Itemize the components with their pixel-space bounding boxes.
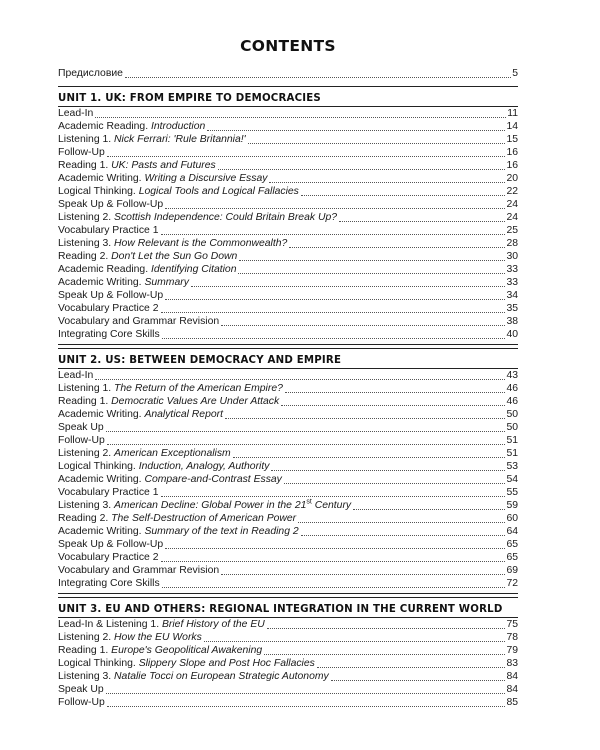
toc-entry[interactable] [58, 447, 518, 460]
toc-entry-title: Analytical Report [144, 409, 223, 420]
page-title: CONTENTS [240, 37, 336, 55]
dot-leader [125, 77, 511, 78]
dot-leader [107, 444, 506, 445]
dot-leader [267, 628, 506, 629]
toc-entry-prefix: Lead-In [58, 370, 94, 381]
toc-entry-title: Brief History of the EU [161, 619, 265, 630]
toc-entry-label [58, 264, 236, 276]
toc-entry[interactable] [58, 486, 518, 499]
dot-leader [271, 470, 505, 471]
toc-entry-prefix: Academic Writing. [58, 173, 145, 184]
dot-leader [285, 392, 506, 393]
toc-entry-title: American Decline: Global Power in the 21 [114, 500, 307, 511]
toc-entry-label [58, 565, 219, 577]
toc-entry-title: The Self-Destruction of American Power [111, 513, 297, 524]
toc-entry-label [58, 383, 283, 395]
toc-entry-prefix: Follow-Up [58, 697, 105, 708]
dot-leader [298, 522, 505, 523]
toc-entry[interactable] [58, 538, 518, 551]
toc-entry-label [58, 147, 105, 159]
toc-entry-label [58, 539, 163, 551]
toc-entry-prefix: Listening 3. [58, 671, 115, 682]
unit-heading: UNIT 3. EU AND OTHERS: REGIONAL INTEGRATION IN THE CURRENT WORLD [58, 604, 503, 615]
dot-leader [161, 312, 506, 313]
toc-entry-prefix: Logical Thinking. [58, 461, 139, 472]
toc-entry[interactable] [58, 460, 518, 473]
toc-entry-prefix: Lead-In & Listening 1. [58, 619, 162, 630]
toc-entry[interactable] [58, 211, 518, 224]
toc-page-number: 15 [506, 134, 518, 145]
dot-leader [218, 169, 506, 170]
toc-entry-prefix: Academic Writing. [58, 474, 145, 485]
toc-entry-label [58, 290, 163, 302]
toc-page-number: 34 [506, 290, 518, 301]
toc-entry-label [58, 121, 205, 133]
toc-entry-title: Compare-and-Contrast Essay [144, 474, 282, 485]
dot-leader [95, 379, 505, 380]
toc-page-number: 84 [506, 671, 518, 682]
dot-leader [191, 286, 506, 287]
toc-entry-prefix: Speak Up & Follow-Up [58, 290, 164, 301]
toc-page-number: 38 [506, 316, 518, 327]
dot-leader [238, 273, 505, 274]
dot-leader [301, 195, 506, 196]
toc-page-number: 79 [506, 645, 518, 656]
toc-entry-prefix: Integrating Core Skills [58, 578, 160, 589]
toc-entry-prefix: Lead-In [58, 108, 94, 119]
toc-entry-prefix: Listening 3. [58, 238, 115, 249]
dot-leader [239, 260, 505, 261]
dot-leader [161, 496, 506, 497]
toc-entry-prefix: Vocabulary Practice 2 [58, 552, 159, 563]
toc-entry-title: Nick Ferrari: 'Rule Britannia!' [114, 134, 246, 145]
toc-entry-prefix: Listening 1. [58, 383, 115, 394]
toc-entry-label [58, 500, 351, 512]
toc-entry-label [58, 435, 105, 447]
toc-page-number: 65 [506, 552, 518, 563]
toc-entry-prefix: Academic Reading. [58, 121, 151, 132]
toc-entry[interactable] [58, 133, 518, 146]
toc-page-number: 55 [506, 487, 518, 498]
dot-leader [221, 325, 505, 326]
toc-entry[interactable] [58, 224, 518, 237]
toc-entry[interactable] [58, 683, 518, 696]
toc-entry-prefix: Reading 1. [58, 396, 112, 407]
toc-entry-label [58, 632, 202, 644]
dot-leader [301, 535, 506, 536]
toc-entry-title: How the EU Works [114, 632, 202, 643]
toc-entry-label [58, 513, 296, 525]
toc-entry-label [58, 199, 163, 211]
dot-leader [225, 418, 505, 419]
dot-leader [161, 234, 506, 235]
dot-leader [284, 483, 506, 484]
toc-entry-title: Slippery Slope and Post Hoc Fallacies [138, 658, 315, 669]
dot-leader [106, 693, 506, 694]
toc-entry-label [58, 251, 237, 263]
toc-entry-label [58, 448, 231, 460]
toc-entry-label [58, 526, 299, 538]
toc-entry-label [58, 645, 262, 657]
toc-entry-label [58, 487, 159, 499]
toc-entry-prefix: Reading 2. [58, 251, 112, 262]
dot-leader [165, 299, 505, 300]
toc-entry-prefix: Speak Up [58, 684, 104, 695]
toc-page-number: 11 [507, 108, 518, 119]
rule-bottom [58, 344, 518, 345]
toc-entry[interactable] [58, 395, 518, 408]
toc-entry-label [58, 186, 299, 198]
toc-entry-prefix: Vocabulary and Grammar Revision [58, 565, 220, 576]
toc-entry-label [58, 671, 329, 683]
dot-leader [161, 561, 506, 562]
preface-block [58, 67, 518, 80]
toc-entry[interactable] [58, 512, 518, 525]
toc-entry[interactable] [58, 276, 518, 289]
dot-leader [165, 208, 505, 209]
toc-entry[interactable] [58, 315, 518, 328]
dot-leader [106, 431, 506, 432]
toc-entry-title: Natalie Tocci on European Strategic Autonomy [114, 671, 329, 682]
toc-entry-label [58, 329, 160, 341]
toc-entry[interactable] [58, 146, 518, 159]
toc-entry-title: Writing a Discursive Essay [144, 173, 268, 184]
dot-leader [233, 457, 506, 458]
toc-entry-label [58, 461, 269, 473]
toc-entry[interactable] [58, 198, 518, 211]
toc-entry-prefix: Listening 2. [58, 212, 115, 223]
toc-entry-title: Scottish Independence: Could Britain Break Up? [114, 212, 338, 223]
toc-entry-label [58, 160, 216, 172]
toc-entry-label [58, 578, 160, 590]
toc-entry-prefix: Listening 2. [58, 448, 115, 459]
toc-page-number: 16 [506, 160, 518, 171]
toc-entry-title: Summary [144, 277, 189, 288]
toc-page-number: 64 [506, 526, 518, 537]
toc-page-number: 69 [506, 565, 518, 576]
units-container [58, 86, 518, 709]
toc-entry[interactable] [58, 670, 518, 683]
toc-entry-title: The Return of the American Empire? [114, 383, 283, 394]
toc-entry[interactable] [58, 328, 518, 341]
toc-page-number: 75 [506, 619, 518, 630]
toc-entry-prefix: Reading 2. [58, 513, 112, 524]
unit-heading: UNIT 2. US: BETWEEN DEMOCRACY AND EMPIRE [58, 355, 342, 366]
toc-entry-prefix: Speak Up & Follow-Up [58, 199, 164, 210]
toc-page-number: 22 [506, 186, 518, 197]
toc-page-number: 35 [506, 303, 518, 314]
dot-leader [207, 130, 505, 131]
toc-page-number: 53 [506, 461, 518, 472]
toc-entry-title: UK: Pasts and Futures [111, 160, 216, 171]
toc-entry[interactable] [58, 408, 518, 421]
toc-page-number: 59 [506, 500, 518, 511]
toc-entry-prefix: Academic Writing. [58, 409, 145, 420]
toc-page-number: 5 [512, 68, 518, 79]
toc-entry-label [58, 238, 287, 250]
toc-page-number: 51 [506, 435, 518, 446]
toc-entry-label [58, 684, 104, 696]
toc-entry[interactable] [58, 369, 518, 382]
toc-page-number: 20 [506, 173, 518, 184]
toc-entry-prefix: Academic Writing. [58, 526, 145, 537]
toc-entry[interactable] [58, 644, 518, 657]
toc-entry[interactable] [58, 551, 518, 564]
toc-entry-prefix: Academic Writing. [58, 277, 145, 288]
toc-entry-title: Don't Let the Sun Go Down [111, 251, 238, 262]
toc-entry-prefix: Vocabulary Practice 1 [58, 225, 159, 236]
toc-entry-label [58, 173, 267, 185]
toc-entry-prefix: Reading 1. [58, 645, 112, 656]
toc-entry[interactable] [58, 382, 518, 395]
toc-entry[interactable] [58, 289, 518, 302]
toc-entry-title: Induction, Analogy, Authority [138, 461, 270, 472]
toc-entry-title: American Exceptionalism [114, 448, 231, 459]
toc-entry-label [58, 409, 223, 421]
toc-page-number: 60 [506, 513, 518, 524]
toc-entry-label [58, 619, 265, 631]
toc-entry-label [58, 658, 315, 670]
toc-page-number: 33 [506, 277, 518, 288]
toc-page-number: 24 [506, 199, 518, 210]
toc-entry[interactable] [58, 618, 518, 631]
toc-entry-label [58, 277, 189, 289]
dot-leader [162, 587, 506, 588]
dot-leader [107, 156, 506, 157]
dot-leader [165, 548, 505, 549]
toc-entry-prefix: Academic Reading. [58, 264, 151, 275]
toc-entry[interactable] [58, 696, 518, 709]
toc-entry-prefix: Speak Up [58, 422, 104, 433]
dot-leader [95, 117, 506, 118]
dot-leader [221, 574, 505, 575]
toc-page-number: 78 [506, 632, 518, 643]
toc-entry[interactable] [58, 499, 518, 512]
dot-leader [269, 182, 505, 183]
toc-entry-prefix: Reading 1. [58, 160, 112, 171]
toc-entry[interactable] [58, 525, 518, 538]
toc-page-number: 54 [506, 474, 518, 485]
toc-entry-label [58, 552, 159, 564]
toc-entry[interactable] [58, 237, 518, 250]
toc-entry[interactable] [58, 657, 518, 670]
toc-page-number: 14 [506, 121, 518, 132]
toc-page-number: 50 [506, 422, 518, 433]
toc-page-number: 46 [506, 383, 518, 394]
toc-page-number: 24 [506, 212, 518, 223]
toc-entry[interactable] [58, 577, 518, 590]
toc-entry-title: Introduction [151, 121, 206, 132]
toc-entry-title: Logical Tools and Logical Fallacies [138, 186, 299, 197]
toc-page-number: 84 [506, 684, 518, 695]
toc-page-number: 30 [506, 251, 518, 262]
toc-entry[interactable] [58, 159, 518, 172]
toc-page-number: 43 [506, 370, 518, 381]
toc-entry[interactable] [58, 473, 518, 486]
toc-page-number: 33 [506, 264, 518, 275]
toc-entry-title: Democratic Values Are Under Attack [111, 396, 280, 407]
toc-entry[interactable] [58, 172, 518, 185]
toc-entry-prefix: Follow-Up [58, 147, 105, 158]
toc-entry-prefix: Logical Thinking. [58, 186, 139, 197]
toc-entry[interactable] [58, 263, 518, 276]
toc-entry-title-cont: Century [311, 500, 352, 511]
toc-page-number: 65 [506, 539, 518, 550]
toc-entry-title: How Relevant is the Commonwealth? [114, 238, 288, 249]
toc-entry-prefix: Vocabulary Practice 2 [58, 303, 159, 314]
toc-entry-label [58, 225, 159, 237]
toc-entry-label: Предисловие [58, 68, 123, 79]
toc-entry-prefix: Speak Up & Follow-Up [58, 539, 164, 550]
toc-entry-prefix: Logical Thinking. [58, 658, 139, 669]
toc-entry-prefix: Listening 2. [58, 632, 115, 643]
toc-entry[interactable] [58, 631, 518, 644]
dot-leader [281, 405, 505, 406]
toc-page-number: 16 [506, 147, 518, 158]
toc-entry[interactable] [58, 107, 518, 120]
toc-page-number: 40 [506, 329, 518, 340]
toc-entry-label [58, 422, 104, 434]
rule-bottom [58, 593, 518, 594]
dot-leader [353, 509, 505, 510]
contents-page [58, 0, 518, 709]
toc-page-number: 85 [506, 697, 518, 708]
toc-entry-label [58, 316, 219, 328]
toc-page-number: 72 [506, 578, 518, 589]
toc-entry-prefix: Listening 3. [58, 500, 115, 511]
toc-entry-superscript: st [306, 498, 312, 506]
toc-page-number: 46 [506, 396, 518, 407]
unit-section [58, 348, 518, 594]
toc-entry[interactable] [58, 421, 518, 434]
toc-entry-label [58, 134, 246, 146]
dot-leader [317, 667, 506, 668]
dot-leader [107, 706, 506, 707]
toc-page-number: 28 [506, 238, 518, 249]
dot-leader [331, 680, 506, 681]
toc-entry[interactable] [58, 302, 518, 315]
toc-entry-label [58, 303, 159, 315]
toc-entry[interactable] [58, 434, 518, 447]
dot-leader [264, 654, 505, 655]
toc-entry-prefix: Integrating Core Skills [58, 329, 160, 340]
dot-leader [339, 221, 505, 222]
toc-entry-prefix: Listening 1. [58, 134, 115, 145]
toc-entry-label [58, 396, 279, 408]
dot-leader [248, 143, 506, 144]
toc-entry-label [58, 370, 93, 382]
toc-page-number: 25 [506, 225, 518, 236]
dot-leader [204, 641, 506, 642]
unit-section [58, 86, 518, 345]
toc-entry-prefix: Follow-Up [58, 435, 105, 446]
toc-entry[interactable] [58, 564, 518, 577]
dot-leader [162, 338, 506, 339]
toc-entry-label [58, 474, 282, 486]
toc-entry[interactable] [58, 250, 518, 263]
toc-entry-label [58, 697, 105, 709]
unit-heading: UNIT 1. UK: FROM EMPIRE TO DEMOCRACIES [58, 93, 321, 104]
toc-entry-title: Summary of the text in Reading 2 [144, 526, 299, 537]
toc-entry-title: Identifying Citation [151, 264, 237, 275]
toc-entry-prefix: Vocabulary and Grammar Revision [58, 316, 220, 327]
toc-entry-prefix: Vocabulary Practice 1 [58, 487, 159, 498]
toc-entry-preface[interactable] [58, 67, 518, 80]
toc-entry[interactable] [58, 120, 518, 133]
toc-page-number: 51 [506, 448, 518, 459]
toc-entry[interactable] [58, 185, 518, 198]
toc-entry-title: Europe's Geopolitical Awakening [111, 645, 263, 656]
toc-page-number: 83 [506, 658, 518, 669]
toc-entry-label [58, 108, 93, 120]
dot-leader [289, 247, 505, 248]
toc-page-number: 50 [506, 409, 518, 420]
toc-entry-label [58, 212, 337, 224]
unit-section [58, 597, 518, 709]
